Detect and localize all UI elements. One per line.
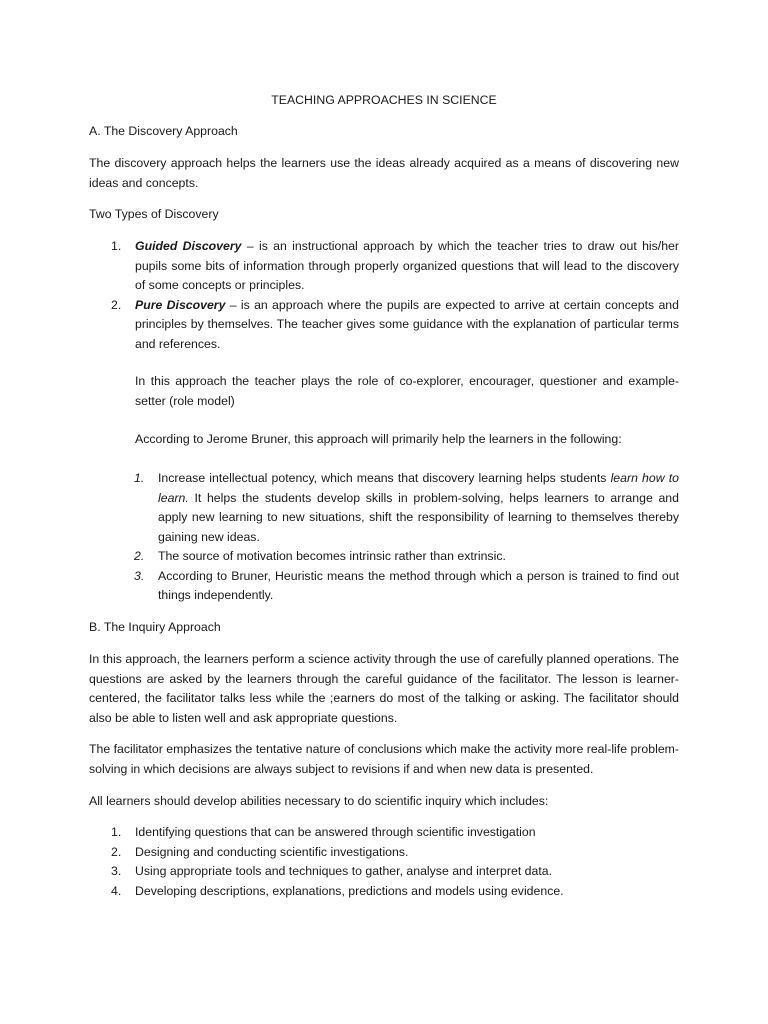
benefit-emphasis: learn how to learn. <box>158 471 679 505</box>
definition: – is an approach where the pupils are expected to arrive at certain concepts and principles by themselves. The teacher gives some guidance with the explanation of particular terms and references. <box>135 297 679 351</box>
benefit-text: Increase intellectual potency, which means that discovery learning helps students <box>158 471 611 485</box>
list-number: 1. <box>134 471 145 485</box>
list-number: 2. <box>134 549 145 563</box>
list-number: 1. <box>111 239 122 253</box>
term: Pure Discovery <box>135 297 226 312</box>
inquiry-abilities-list <box>111 823 679 901</box>
ability-text: Developing descriptions, explanations, predictions and models using evidence. <box>135 883 564 898</box>
list-item <box>111 843 679 863</box>
list-number: 1. <box>111 825 122 839</box>
benefit-text-cont: It helps the students develop skills in problem-solving, helps learners to arrange and apply new learning to new situations, shift the responsibility of learning to themselves thereby gaining new ideas. <box>158 490 679 544</box>
benefit-text: According to Bruner, Heuristic means the method through which a person is trained to find out things independently. <box>158 568 679 602</box>
list-item <box>111 237 679 296</box>
section-a-intro: The discovery approach helps the learners use the ideas already acquired as a means of discovering new ideas and concepts. <box>89 156 679 190</box>
section-b-paragraph-1: In this approach, the learners perform a science activity through the use of carefully planned operations. The questions are asked by the learners through the careful guidance of the facilitator. The lesson is learner-centered, the facilitator talks less while the ;earners do most of the talking or asking. The facilitator should also be able to listen well and ask appropriate questions. <box>89 652 679 725</box>
list-item <box>134 547 679 567</box>
section-b-paragraph-3: All learners should develop abilities necessary to do scientific inquiry which includes: <box>89 794 549 808</box>
list-item <box>134 567 679 606</box>
list-item <box>134 469 679 547</box>
ability-text: Using appropriate tools and techniques to gather, analyse and interpret data. <box>135 864 553 878</box>
section-a-heading: A. The Discovery Approach <box>89 124 238 138</box>
list-number: 4. <box>111 883 122 898</box>
list-number: 2. <box>111 844 122 859</box>
benefit-text: The source of motivation becomes intrinsic rather than extrinsic. <box>158 549 506 563</box>
list-number: 3. <box>111 864 122 878</box>
list-item <box>111 862 679 882</box>
ability-text: Designing and conducting scientific investigations. <box>135 844 409 859</box>
bruner-benefits-list <box>134 469 679 606</box>
section-b-heading: B. The Inquiry Approach <box>89 620 221 634</box>
section-b-paragraph-2: The facilitator emphasizes the tentative nature of conclusions which make the activity more real-life problem-solving in which decisions are always subject to revisions if and when new data is presented. <box>89 742 679 776</box>
discovery-types-list <box>111 237 679 354</box>
ability-text: Identifying questions that can be answered through scientific investigation <box>135 825 536 839</box>
list-item <box>111 296 679 355</box>
discovery-types-heading: Two Types of Discovery <box>89 207 219 221</box>
list-item <box>111 823 679 843</box>
document-title: TEACHING APPROACHES IN SCIENCE <box>271 93 497 107</box>
list-number: 3. <box>134 568 145 583</box>
bruner-intro-paragraph: According to Jerome Bruner, this approach will primarily help the learners in the following: <box>135 432 622 446</box>
list-item <box>111 882 679 902</box>
definition: – is an instructional approach by which the teacher tries to draw out his/her pupils some bits of information through properly organized questions that will lead to the discovery of some concepts or principles. <box>135 239 679 292</box>
term: Guided Discovery <box>135 239 242 253</box>
teacher-role-paragraph: In this approach the teacher plays the role of co-explorer, encourager, questioner and example-setter (role model) <box>135 374 679 408</box>
list-number: 2. <box>111 297 122 312</box>
